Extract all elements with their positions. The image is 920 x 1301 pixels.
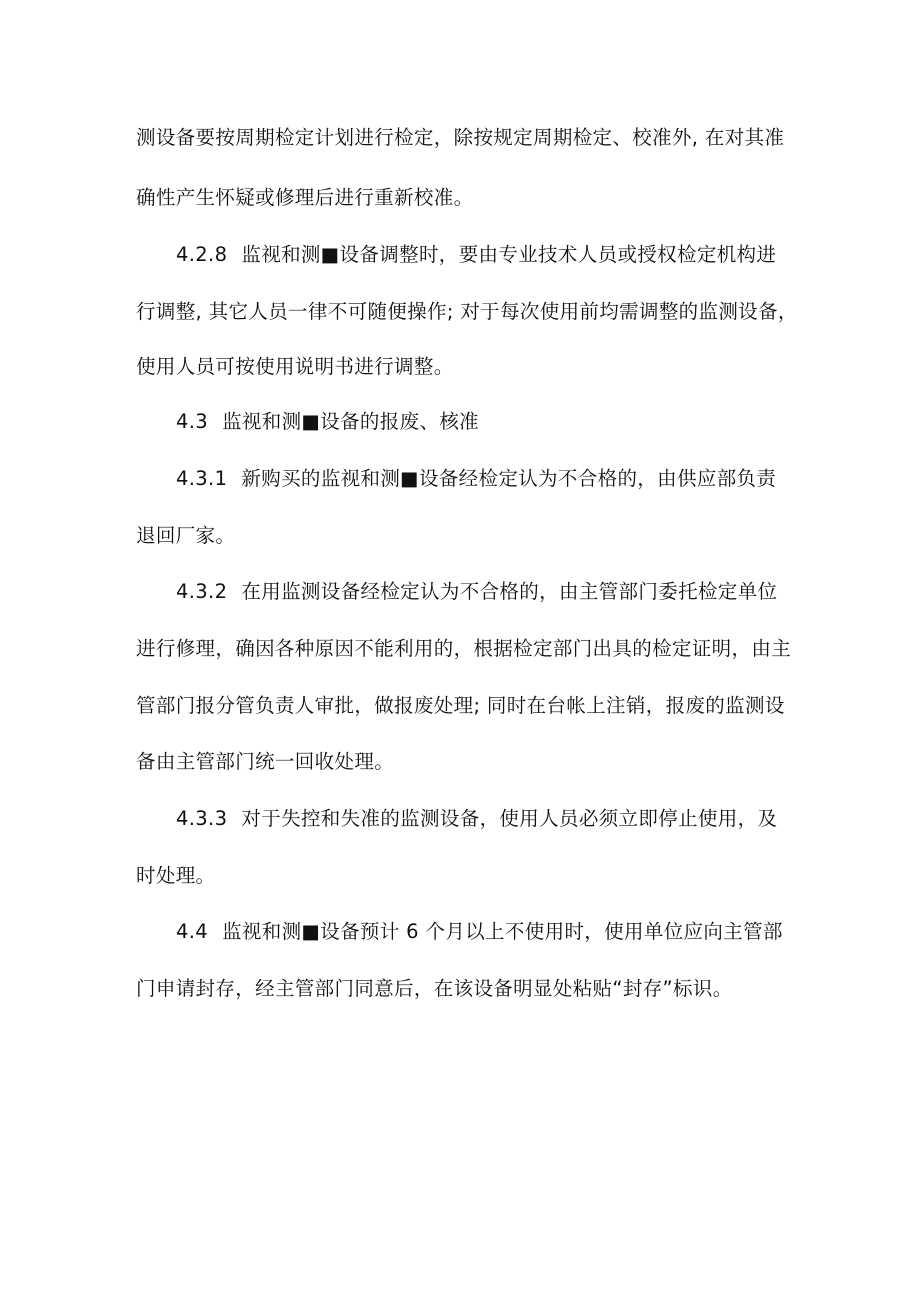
section-4-3-1-line bbox=[176, 463, 776, 495]
section-text: 监视和测■设备预计 6 个月以上不使用时，使用单位应向主管部 bbox=[222, 920, 783, 943]
section-text: 新购买的监视和测■设备经检定认为不合格的，由供应部负责 bbox=[241, 467, 777, 490]
paragraph-line: 门申请封存，经主管部门同意后，在该设备明显处粘贴“封存”标识。 bbox=[136, 977, 733, 1000]
section-number: 4.2.8 bbox=[176, 243, 228, 266]
section-number: 4.3 bbox=[176, 410, 209, 433]
section-text: 在用监测设备经检定认为不合格的，由主管部门委托检定单位 bbox=[241, 580, 778, 603]
paragraph-line: 进行修理，确因各种原因不能利用的，根据检定部门出具的检定证明，由主 bbox=[136, 637, 792, 660]
paragraph-line: 管部门报分管负责人审批，做报废处理; 同时在台帐上注销，报废的监测设 bbox=[136, 694, 785, 717]
section-number: 4.3.1 bbox=[176, 467, 228, 490]
paragraph-line: 确性产生怀疑或修理后进行重新校准。 bbox=[136, 186, 474, 209]
section-4-3-2-line bbox=[176, 576, 777, 608]
section-number: 4.4 bbox=[176, 920, 209, 943]
section-heading-text: 监视和测■设备的报废、核准 bbox=[222, 410, 480, 433]
paragraph-line: 行调整, 其它人员一律不可随便操作; 对于每次使用前均需调整的监测设备， bbox=[136, 300, 798, 323]
section-4-3-heading bbox=[176, 406, 479, 438]
paragraph-line: 备由主管部门统一回收处理。 bbox=[136, 750, 395, 773]
paragraph-line: 时处理。 bbox=[136, 864, 216, 887]
section-text: 对于失控和失准的监测设备，使用人员必须立即停止使用，及 bbox=[241, 807, 778, 830]
section-4-2-8-line bbox=[176, 239, 776, 271]
paragraph-line: 测设备要按周期检定计划进行检定，除按规定周期检定、校准外, 在对其准 bbox=[136, 126, 785, 149]
section-4-4-line bbox=[176, 916, 783, 948]
paragraph-line: 退回厂家。 bbox=[136, 524, 236, 547]
section-number: 4.3.3 bbox=[176, 807, 228, 830]
paragraph-line: 使用人员可按使用说明书进行调整。 bbox=[136, 355, 454, 378]
section-number: 4.3.2 bbox=[176, 580, 228, 603]
section-text: 监视和测■设备调整时，要由专业技术人员或授权检定机构进 bbox=[241, 243, 777, 266]
section-4-3-3-line bbox=[176, 803, 777, 835]
